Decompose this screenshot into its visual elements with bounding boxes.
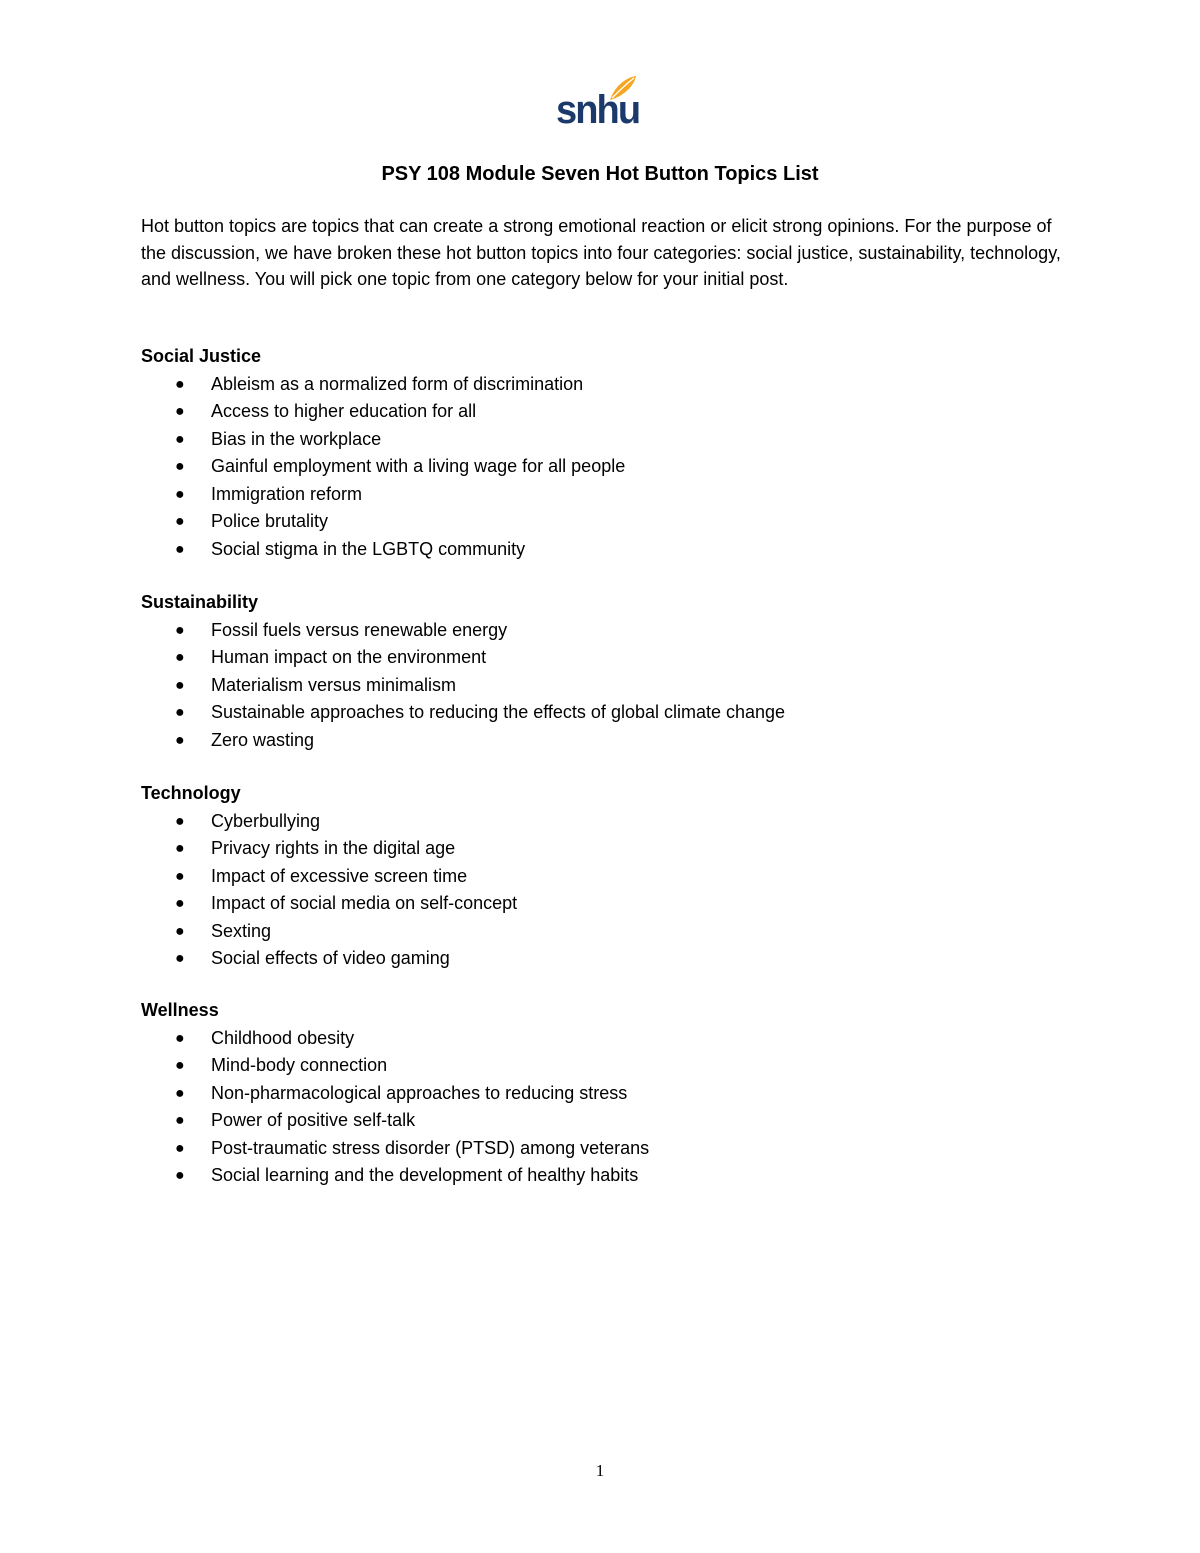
section-heading: Technology — [141, 783, 241, 803]
list-item: ● Childhood obesity — [141, 1025, 1071, 1053]
list-item: ● Impact of excessive screen time — [141, 863, 1071, 891]
logo-wordmark: snhu — [556, 88, 640, 132]
bullet-icon: ● — [175, 704, 185, 721]
snhu-logo — [556, 74, 640, 134]
list-item: ● Social stigma in the LGBTQ community — [141, 536, 1071, 564]
section-heading: Wellness — [141, 1000, 219, 1020]
bullet-icon: ● — [175, 950, 185, 967]
topic-list — [141, 371, 1071, 564]
bullet-icon: ● — [175, 731, 185, 749]
section-wellness — [141, 997, 1071, 1190]
list-item: ● Bias in the workplace — [141, 426, 1071, 454]
list-item: ● Ableism as a normalized form of discrimination — [141, 371, 1071, 399]
list-item: ● Gainful employment with a living wage for all people — [141, 453, 1071, 481]
list-item: ● Fossil fuels versus renewable energy — [141, 617, 1071, 645]
bullet-icon: ● — [175, 649, 185, 666]
list-item: ● Immigration reform — [141, 481, 1071, 509]
topic-list — [141, 808, 1071, 973]
list-item: ● Non-pharmacological approaches to reducing stress — [141, 1080, 1071, 1108]
list-item: ● Privacy rights in the digital age — [141, 835, 1071, 863]
list-item: ● Power of positive self-talk — [141, 1107, 1071, 1135]
list-item: ● Sustainable approaches to reducing the effects of global climate change — [141, 699, 1071, 727]
bullet-icon: ● — [175, 1112, 185, 1129]
list-item: ● Mind-body connection — [141, 1052, 1071, 1080]
list-item: ● Police brutality — [141, 508, 1071, 536]
topic-list — [141, 1025, 1071, 1190]
bullet-icon: ● — [175, 1139, 185, 1157]
bullet-icon: ● — [175, 458, 185, 475]
section-technology — [141, 780, 1071, 973]
section-heading: Social Justice — [141, 346, 262, 366]
list-item: ● Cyberbullying — [141, 808, 1071, 836]
list-item: ● Access to higher education for all — [141, 398, 1071, 426]
bullet-icon: ● — [175, 513, 185, 530]
topic-list — [141, 617, 1071, 755]
section-heading: Sustainability — [141, 592, 259, 612]
list-item: ● Post-traumatic stress disorder (PTSD) among veterans — [141, 1135, 1071, 1163]
bullet-icon: ● — [175, 375, 185, 393]
page-number: 1 — [595, 1461, 605, 1480]
bullet-icon: ● — [175, 867, 185, 885]
bullet-icon: ● — [175, 812, 185, 830]
bullet-icon: ● — [175, 403, 185, 420]
bullet-icon: ● — [175, 1084, 185, 1102]
bullet-icon: ● — [175, 1167, 185, 1184]
list-item: ● Materialism versus minimalism — [141, 672, 1071, 700]
bullet-icon: ● — [175, 1057, 185, 1074]
list-item: ● Sexting — [141, 918, 1071, 946]
bullet-icon: ● — [175, 485, 185, 503]
bullet-icon: ● — [175, 922, 185, 940]
list-item: ● Human impact on the environment — [141, 644, 1071, 672]
intro-paragraph: Hot button topics are topics that can create a strong emotional reaction or elicit strong opinions. For the purpose of the discussion, we have broken these hot button topics into four categories: social justice, sustainability, technology, and wellness. You will pick one topic from one category below for your initial post. — [141, 216, 1061, 290]
bullet-icon: ● — [175, 895, 185, 912]
list-item: ● Social learning and the development of healthy habits — [141, 1162, 1071, 1190]
section-social-justice — [141, 343, 1071, 563]
list-item: ● Impact of social media on self-concept — [141, 890, 1071, 918]
list-item: ● Zero wasting — [141, 727, 1071, 755]
bullet-icon: ● — [175, 676, 185, 694]
list-item: ● Social effects of video gaming — [141, 945, 1071, 973]
bullet-icon: ● — [175, 540, 185, 558]
bullet-icon: ● — [175, 1029, 185, 1047]
bullet-icon: ● — [175, 840, 185, 857]
document-title: PSY 108 Module Seven Hot Button Topics List — [381, 163, 819, 185]
section-sustainability — [141, 589, 1071, 754]
bullet-icon: ● — [175, 621, 185, 639]
bullet-icon: ● — [175, 430, 185, 448]
